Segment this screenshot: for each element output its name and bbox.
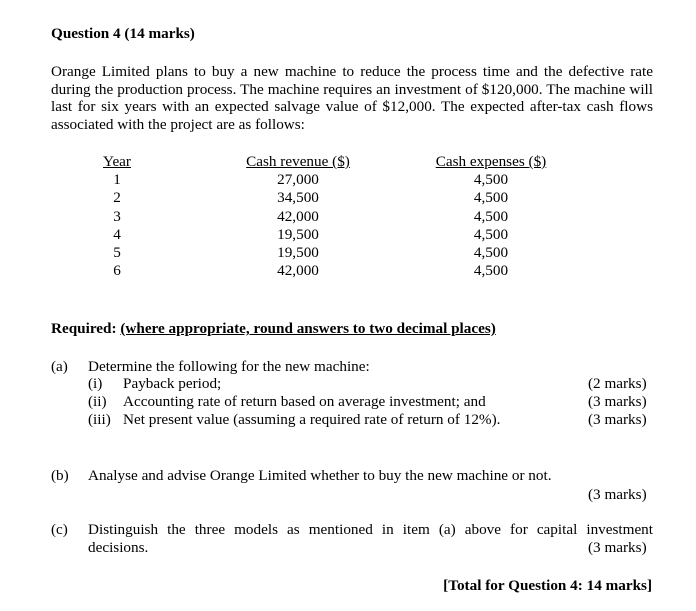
required-note: (where appropriate, round answers to two decimal places) [120,320,496,337]
item-marks: (3 marks) [588,411,647,428]
expenses-column [428,153,554,280]
expenses-cell: 4,500 [473,244,509,262]
intro-paragraph: Orange Limited plans to buy a new machine to reduce the process time and the defective rate during the production process. The machine requires an investment of $120,000. The machine will last for six years with an expected salvage value of $12,000. The expected after-tax cash flows associated with the project are as follows: [51,63,653,133]
revenue-cell: 19,500 [277,244,319,262]
year-cell: 6 [113,262,121,280]
year-header: Year [103,153,131,170]
year-cell: 1 [113,171,121,189]
item-text: Accounting rate of return based on average investment; and [123,393,486,410]
item-text: Net present value (assuming a required rate of return of 12%). [123,411,501,428]
revenue-cell: 19,500 [277,225,319,243]
expenses-cell: 4,500 [473,207,509,225]
expenses-cell: 4,500 [473,225,509,243]
item-number: (iii) [88,411,111,428]
revenue-cell: 42,000 [277,262,319,280]
total-marks: [Total for Question 4: 14 marks] [443,577,652,594]
expenses-cell: 4,500 [473,189,509,207]
expenses-header: Cash expenses ($) [435,153,547,170]
year-cell: 2 [113,189,121,207]
item-marks: (2 marks) [588,375,647,392]
year-cell: 3 [113,207,121,225]
required-line [51,320,496,337]
part-a-label: (a) [51,358,68,375]
revenue-cell: 34,500 [277,189,319,207]
item-text: Payback period; [123,375,222,392]
revenue-header: Cash revenue ($) [246,153,350,170]
item-number: (i) [88,375,103,392]
expenses-cell: 4,500 [473,171,509,189]
year-column [96,153,138,280]
part-c-marks: (3 marks) [588,539,647,556]
part-c-text: Distinguish the three models as mentioned in item (a) above for capital investment decisions. [88,521,653,556]
revenue-cell: 27,000 [277,171,319,189]
item-number: (ii) [88,393,107,410]
year-cell: 4 [113,225,121,243]
part-b-text: Analyse and advise Orange Limited whether to buy the new machine or not. [88,467,552,484]
revenue-cell: 42,000 [277,207,319,225]
year-cell: 5 [113,244,121,262]
part-a-text: Determine the following for the new machine: [88,358,370,375]
revenue-column [238,153,358,280]
part-c-label: (c) [51,521,68,538]
part-b-label: (b) [51,467,69,484]
question-heading: Question 4 (14 marks) [51,25,195,42]
part-b-marks: (3 marks) [588,486,647,503]
item-marks: (3 marks) [588,393,647,410]
required-label: Required: [51,320,117,337]
expenses-cell: 4,500 [473,262,509,280]
